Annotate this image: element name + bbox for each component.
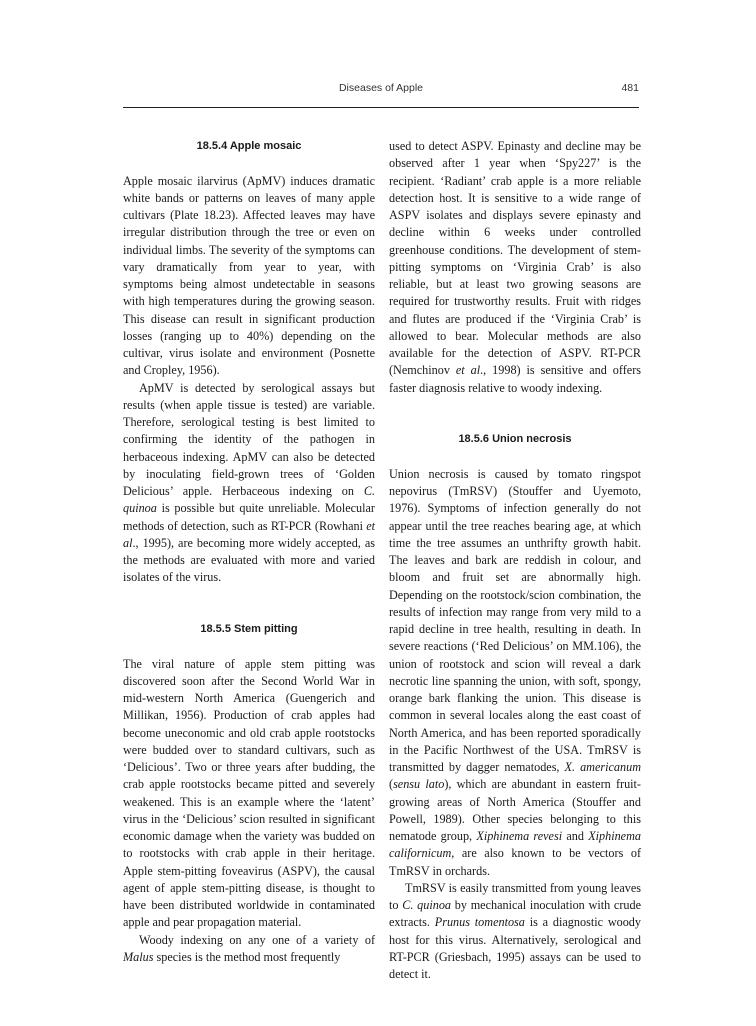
paragraph-apple-mosaic-2	[123, 380, 375, 587]
text-run: , are also known to be vectors of TmRSV in orchards.	[389, 846, 641, 878]
left-column	[123, 138, 375, 966]
text-run: is a diagnostic woody host for this virus. Alternatively, serological and RT-PCR (Griesbach, 1995) assays can be used to detect it.	[389, 915, 641, 981]
italic-species: Xiphinema revesi	[476, 829, 563, 843]
header-rule	[123, 107, 639, 108]
italic-species: X. americanum	[564, 760, 641, 774]
text-run: ApMV is detected by serological assays but results (when apple tissue is tested) are variable. Therefore, serological testing is best limited to confirming the identity of the pathogen in herbaceous indexing. ApMV can also be detected by inoculating field-grown trees of ‘Golden Delicious’ apple. Herbaceous indexing on	[123, 380, 375, 498]
italic-sensu-lato: sensu lato	[393, 777, 445, 792]
paragraph-stem-pitting-1: The viral nature of apple stem pitting was discovered soon after the Second World War in mid-western North America (Guengerich and Millikan, 1956). Production of crab apples had become uneconomic and old crab apple rootstocks were budded over to standard cultivars, such as ‘Delicious’. Two or three years after budding, the crab apple rootstocks became pitted and severely weakened. This is an example where the ‘latent’ virus in the ‘Delicious’ scion resulted in significant economic damage when the variety was budded on to rootstocks with crab apple in their heritage. Apple stem-pitting foveavirus (ASPV), the causal agent of apple stem-pitting disease, is thought to have been distributed worldwide in contaminated apple and pear propagation material.	[123, 656, 375, 930]
text-run: ., 1995), are becoming more widely accepted, as the methods are evaluated with more and varied isolates of the virus.	[123, 535, 375, 585]
italic-genus: Malus	[123, 949, 154, 964]
paragraph-stem-pitting-2	[123, 932, 375, 967]
text-run: Union necrosis is caused by tomato ringspot nepovirus (TmRSV) (Stouffer and Uyemoto, 1976). Symptoms of infection generally do not appear until the tree reaches bearing age, at which time the tree assumes an unthrifty growth habit. The leaves and bark are reddish in colour, and bloom and fruit set are abnormally high. Depending on the rootstock/scion combination, the results of infection may range from very mild to a rapid decline in tree health, resulting in death. In severe reactions (‘Red Delicious’ on MM.106), the union of rootstock and scion will reveal a dark necrotic line spanning the union, with soft, spongy, orange bark flanking the union. This disease is common in several locales along the east coast of North America, and has been reported sporadically in the Pacific Northwest of the USA. TmRSV is transmitted by dagger nematodes,	[389, 466, 641, 774]
paragraph-union-necrosis-2	[389, 880, 641, 984]
italic-species: C. quinoa	[402, 898, 452, 912]
page-number: 481	[621, 82, 639, 94]
italic-species: Prunus tomentosa	[434, 915, 525, 930]
text-run: by mechanical inoculation with crude extracts.	[389, 898, 641, 930]
section-heading-union-necrosis: 18.5.6 Union necrosis	[458, 433, 572, 446]
running-title: Diseases of Apple	[338, 82, 424, 94]
italic-et-al: et al	[123, 518, 375, 550]
paragraph-continuation	[389, 138, 641, 397]
paragraph-apple-mosaic-1: Apple mosaic ilarvirus (ApMV) induces dramatic white bands or patterns on leaves of many apple cultivars (Plate 18.23). Affected leaves may have irregular distribution through the tree or even on individual limbs. The severity of the symptoms can vary dramatically from year to year, with symptoms being almost undetectable in seasons with high temperatures during the growing season. This disease can result in significant production losses (ranging up to 40%) depending on the cultivar, virus isolate and environment (Posnette and Cropley, 1956).	[123, 173, 375, 378]
section-heading-stem-pitting: 18.5.5 Stem pitting	[200, 623, 298, 635]
running-header	[123, 82, 639, 96]
italic-et-al: et al	[455, 363, 481, 378]
text-run: (	[389, 777, 394, 792]
right-column	[389, 138, 641, 983]
text-run: is possible but quite unreliable. Molecular methods of detection, such as RT-PCR (Rowhani	[123, 501, 375, 533]
paragraph-union-necrosis-1	[389, 466, 641, 880]
italic-species: Xiphinema californicum	[389, 829, 641, 861]
text-run: ), which are abundant in eastern fruit-growing areas of North America (Stouffer and Powell, 1989). Other species belonging to this nematode group,	[389, 777, 641, 843]
text-run: TmRSV is easily transmitted from young leaves to	[389, 880, 641, 912]
italic-species: C. quinoa	[123, 484, 375, 516]
text-run: ., 1998) is sensitive and offers faster diagnosis relative to woody indexing.	[389, 363, 641, 395]
text-run: Woody indexing on any one of a variety of	[139, 932, 375, 947]
text-run: species is the method most frequently	[153, 949, 341, 964]
section-heading-apple-mosaic: 18.5.4 Apple mosaic	[196, 140, 302, 152]
text-run: used to detect ASPV. Epinasty and decline may be observed after 1 year when ‘Spy227’ is the recipient. ‘Radiant’ crab apple is a more reliable detection host. It is sensitive to a wide range of ASPV isolates and displays severe epinasty and decline within 6 weeks under controlled greenhouse conditions. The development of stem-pitting symptoms on ‘Virginia Crab’ is also reliable, but at least two growing seasons are required for trustworthy results. Fruit with ridges and flutes are produced if the ‘Virginia Crab’ is allowed to bear. Molecular methods are also available for the detection of ASPV. RT-PCR (Nemchinov	[389, 139, 641, 378]
text-run: and	[562, 829, 589, 843]
